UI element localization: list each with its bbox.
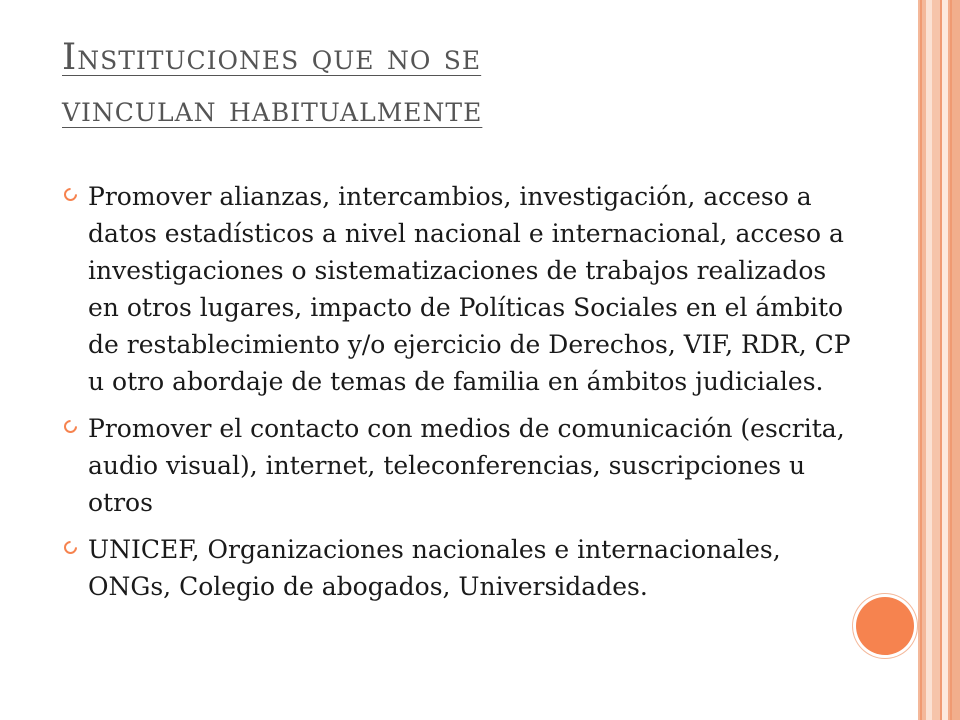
bullet-item [62,178,852,400]
title-line-2: vinculan habitualmente [62,89,483,130]
bullet-item [62,531,852,605]
border-line [920,0,922,720]
decorative-circle [856,597,914,655]
bullet-icon [61,185,79,203]
border-line [940,0,942,720]
bullet-icon [61,417,79,435]
bullet-text: Promover alianzas, intercambios, investigación, acceso a datos estadísticos a nivel nacional e internacional, acceso a investigaciones o sistematizaciones de trabajos realizados en otros lugares, impacto de Políticas Sociales en el ámbito de restablecimiento y/o ejercicio de Derechos, VIF, RDR, CP u otro abordaje de temas de familia en ámbitos judiciales. [88,182,851,396]
bullet-list [62,178,852,615]
border-line [950,0,952,720]
bullet-item [62,410,852,521]
bullet-text: UNICEF, Organizaciones nacionales e internacionales, ONGs, Colegio de abogados, Universidades. [88,535,781,601]
bullet-icon [61,538,79,556]
title-line-1: Instituciones que no se [62,37,482,78]
slide-title [62,32,882,136]
bullet-text: Promover el contacto con medios de comunicación (escrita, audio visual), internet, teleconferencias, suscripciones u otros [88,414,845,517]
